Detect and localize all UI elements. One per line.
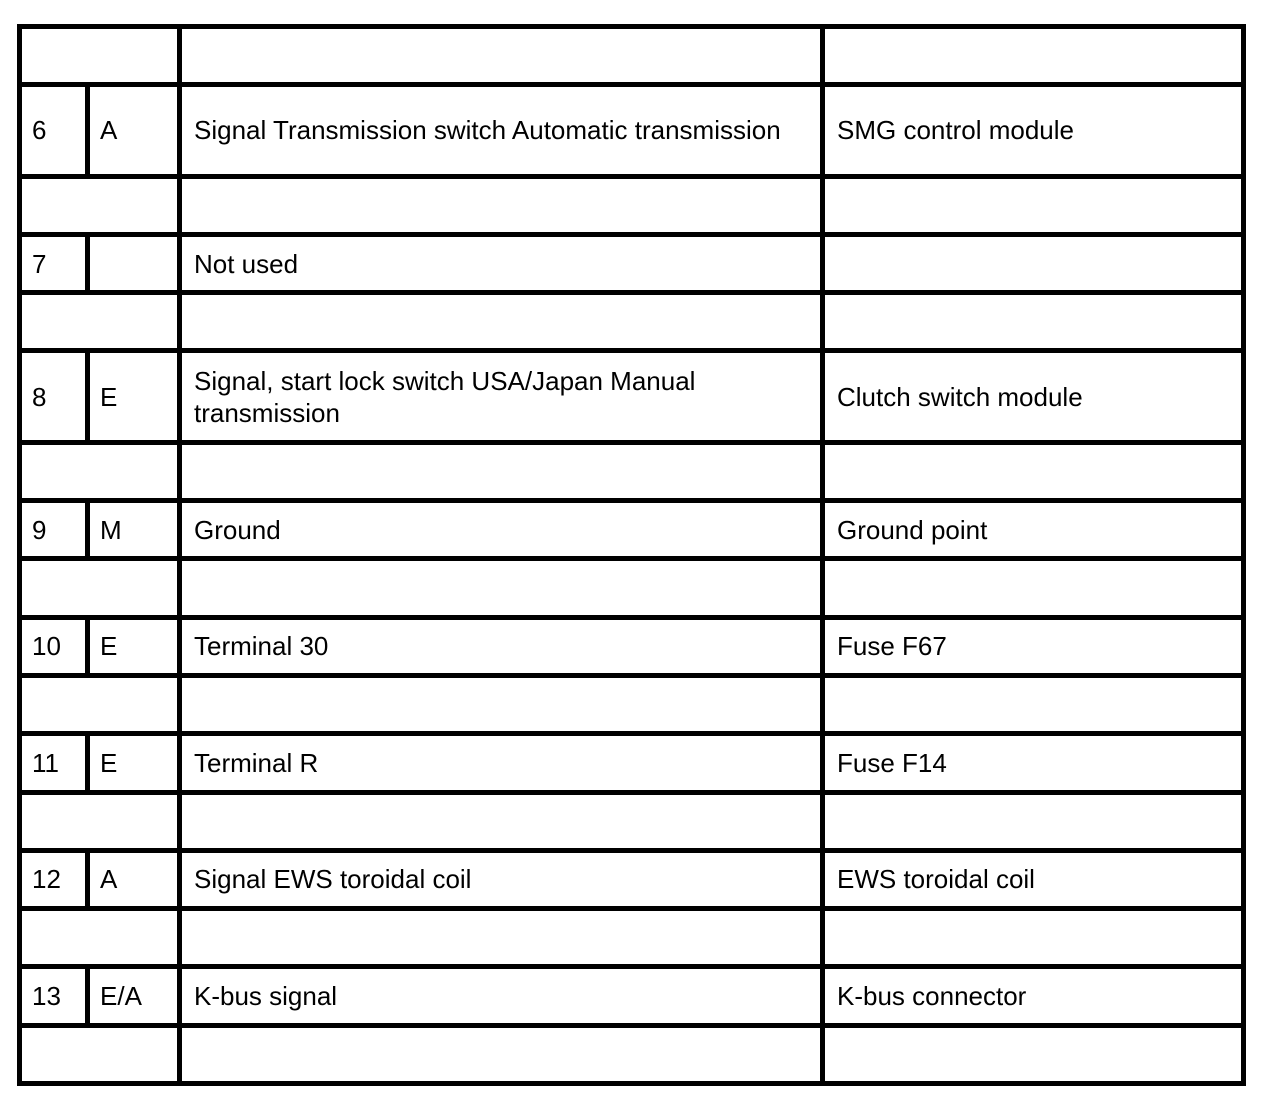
pin-number-cell: 8 (20, 351, 88, 442)
spacer-connection-cell (823, 909, 1244, 967)
spacer-description-cell (180, 909, 823, 967)
spacer-connection-cell (823, 27, 1244, 85)
spacer-connection-cell (823, 675, 1244, 733)
pin-number-cell: 12 (20, 850, 88, 908)
connection-cell: Clutch switch module (823, 351, 1244, 442)
spacer-connection-cell (823, 293, 1244, 351)
pin-assignment-table (17, 24, 1246, 1086)
connection-cell: K-bus connector (823, 967, 1244, 1025)
table-body (20, 27, 1244, 1084)
signal-type-cell: E (88, 617, 180, 675)
pin-number-cell: 11 (20, 734, 88, 792)
spacer-description-cell (180, 442, 823, 500)
spacer-row (20, 909, 1244, 967)
pin-number-cell: 13 (20, 967, 88, 1025)
connection-cell: EWS toroidal coil (823, 850, 1244, 908)
table-row (20, 501, 1244, 559)
connection-cell (823, 234, 1244, 292)
description-cell: Ground (180, 501, 823, 559)
spacer-pin-cell (20, 675, 180, 733)
spacer-row (20, 27, 1244, 85)
connection-cell: Fuse F67 (823, 617, 1244, 675)
spacer-connection-cell (823, 792, 1244, 850)
pin-number-cell: 10 (20, 617, 88, 675)
description-cell: Signal, start lock switch USA/Japan Manual transmission (180, 351, 823, 442)
spacer-row (20, 675, 1244, 733)
description-cell: Terminal R (180, 734, 823, 792)
signal-type-cell: A (88, 85, 180, 176)
pin-number-cell: 7 (20, 234, 88, 292)
spacer-pin-cell (20, 559, 180, 617)
spacer-pin-cell (20, 442, 180, 500)
signal-type-cell: E (88, 734, 180, 792)
table-row (20, 351, 1244, 442)
signal-type-cell (88, 234, 180, 292)
table-row (20, 85, 1244, 176)
spacer-description-cell (180, 1025, 823, 1083)
table-row (20, 850, 1244, 908)
spacer-row (20, 792, 1244, 850)
spacer-row (20, 293, 1244, 351)
pin-number-cell: 9 (20, 501, 88, 559)
signal-type-cell: A (88, 850, 180, 908)
table-row (20, 967, 1244, 1025)
signal-type-cell: M (88, 501, 180, 559)
description-cell: Not used (180, 234, 823, 292)
spacer-pin-cell (20, 293, 180, 351)
spacer-description-cell (180, 176, 823, 234)
connection-cell: Fuse F14 (823, 734, 1244, 792)
table-row (20, 734, 1244, 792)
spacer-pin-cell (20, 27, 180, 85)
spacer-connection-cell (823, 559, 1244, 617)
table-row (20, 617, 1244, 675)
description-cell: Terminal 30 (180, 617, 823, 675)
spacer-description-cell (180, 27, 823, 85)
connection-cell: Ground point (823, 501, 1244, 559)
spacer-description-cell (180, 559, 823, 617)
spacer-pin-cell (20, 1025, 180, 1083)
spacer-description-cell (180, 792, 823, 850)
table-row (20, 234, 1244, 292)
description-cell: K-bus signal (180, 967, 823, 1025)
spacer-row (20, 559, 1244, 617)
spacer-row (20, 1025, 1244, 1083)
signal-type-cell: E/A (88, 967, 180, 1025)
spacer-row (20, 176, 1244, 234)
spacer-row (20, 442, 1244, 500)
spacer-pin-cell (20, 176, 180, 234)
spacer-connection-cell (823, 1025, 1244, 1083)
signal-type-cell: E (88, 351, 180, 442)
pin-number-cell: 6 (20, 85, 88, 176)
spacer-pin-cell (20, 792, 180, 850)
description-cell: Signal Transmission switch Automatic transmission (180, 85, 823, 176)
connection-cell: SMG control module (823, 85, 1244, 176)
description-cell: Signal EWS toroidal coil (180, 850, 823, 908)
spacer-description-cell (180, 675, 823, 733)
spacer-description-cell (180, 293, 823, 351)
spacer-connection-cell (823, 176, 1244, 234)
spacer-connection-cell (823, 442, 1244, 500)
spacer-pin-cell (20, 909, 180, 967)
